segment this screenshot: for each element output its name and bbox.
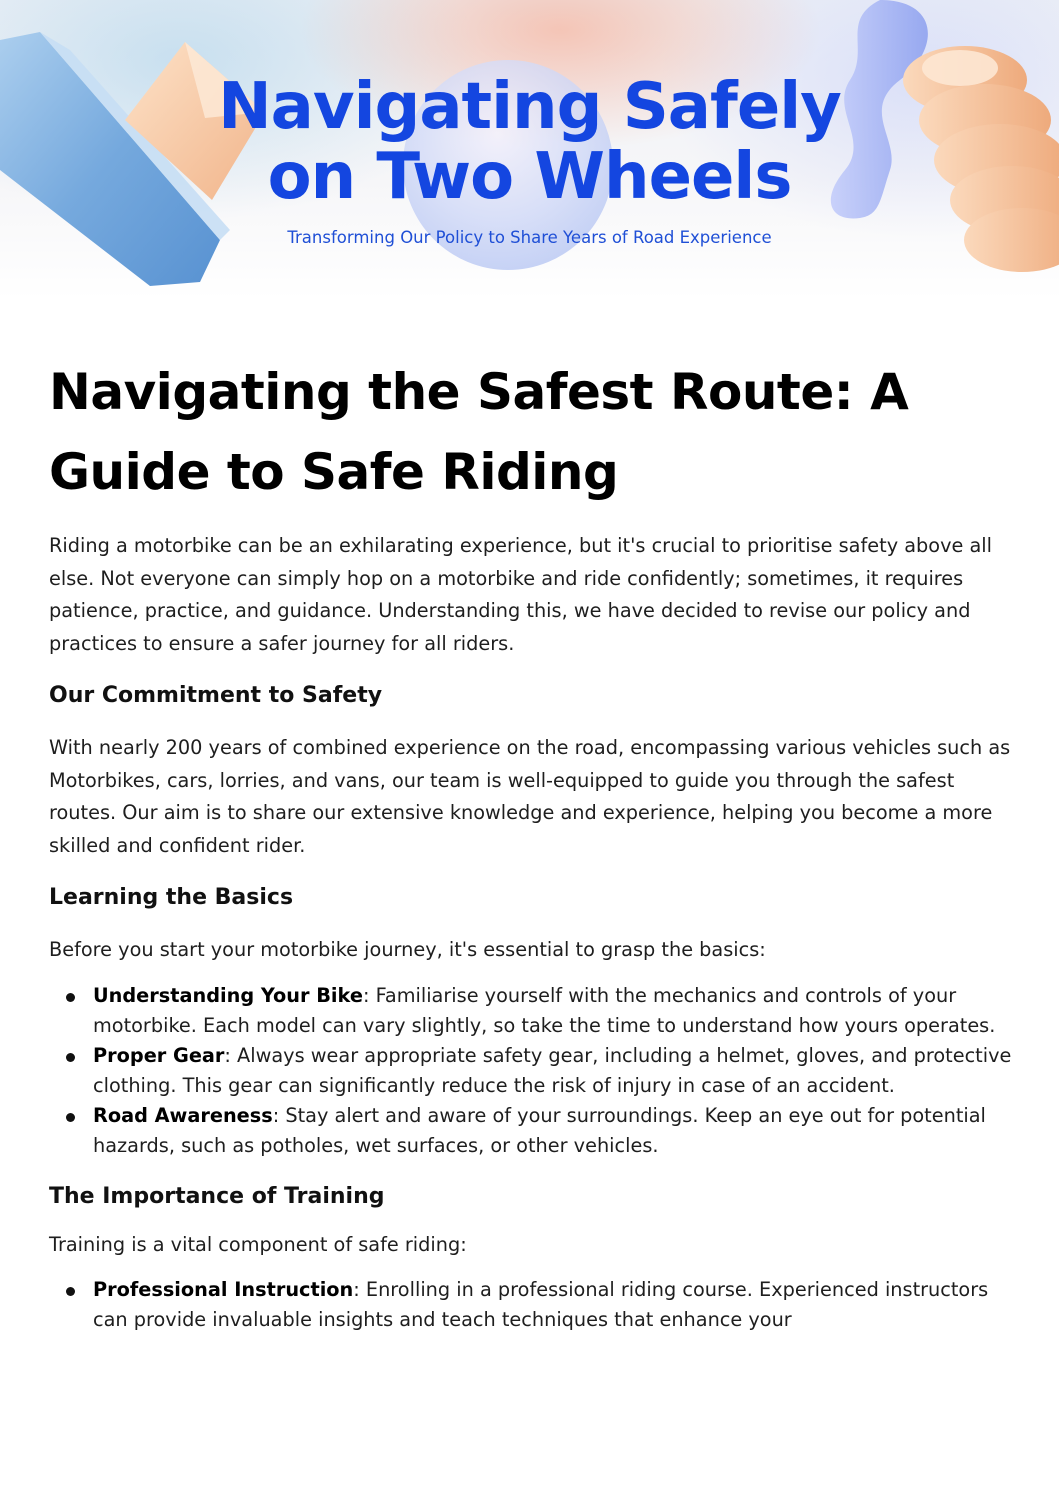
section-heading-training: The Importance of Training [49, 1183, 385, 1209]
list-item-term: Professional Instruction [93, 1278, 354, 1301]
bullet-dot-icon [66, 1053, 75, 1062]
list-item [49, 1275, 1014, 1335]
banner-title [0, 72, 1059, 212]
list-item [49, 981, 1014, 1041]
banner-title-line1: Navigating Safely [218, 70, 841, 144]
header-banner [0, 0, 1059, 300]
bullet-dot-icon [66, 1287, 75, 1296]
intro-paragraph: Riding a motorbike can be an exhilarating experience, but it's crucial to prioritise safety above all else. Not everyone can simply hop on a motorbike and ride confidently; sometimes, it requires patience, practice, and guidance. Understanding this, we have decided to revise our policy and practices to ensure a safer journey for all riders. [49, 534, 993, 655]
list-item-term: Road Awareness [93, 1103, 273, 1127]
list-item-text: : Enrolling in a professional riding course. Experienced instructors can provide invaluable insights and teach techniques that enhance your [93, 1278, 989, 1331]
section-body-basics: Before you start your motorbike journey, it's essential to grasp the basics: [49, 938, 766, 961]
list-item-text: : Stay alert and aware of your surroundings. Keep an eye out for potential hazards, such as potholes, wet surfaces, or other vehicles. [93, 1103, 986, 1157]
list-item-term: Understanding Your Bike [93, 983, 363, 1007]
document-title-line1: Navigating the Safest Route: A [49, 363, 909, 421]
section-heading-basics: Learning the Basics [49, 885, 294, 910]
section-body-training: Training is a vital component of safe riding: [49, 1232, 467, 1256]
document-title [49, 352, 1014, 512]
bullet-dot-icon [66, 993, 75, 1002]
list-item [49, 1041, 1014, 1101]
list-item [49, 1101, 1014, 1161]
list-item-text: : Always wear appropriate safety gear, including a helmet, gloves, and protective clothing. This gear can significantly reduce the risk of injury in case of an accident. [93, 1043, 1012, 1097]
document-title-line2: Guide to Safe Riding [49, 443, 619, 501]
list-item-term: Proper Gear [93, 1043, 225, 1067]
section-heading-commitment: Our Commitment to Safety [49, 683, 383, 708]
basics-list [49, 981, 1014, 1161]
list-item-text: : Familiarise yourself with the mechanics and controls of your motorbike. Each model can vary slightly, so take the time to understand how yours operates. [93, 983, 996, 1037]
document-body [49, 352, 1014, 1335]
bullet-dot-icon [66, 1113, 75, 1122]
section-body-commitment: With nearly 200 years of combined experience on the road, encompassing various vehicles such as Motorbikes, cars, lorries, and vans, our team is well-equipped to guide you through the safest routes. Our aim is to share our extensive knowledge and experience, helping you become a more skilled and confident rider. [49, 736, 1011, 857]
banner-title-line2: on Two Wheels [267, 140, 792, 214]
training-list [49, 1275, 1014, 1335]
banner-subtitle: Transforming Our Policy to Share Years of Road Experience [287, 228, 772, 247]
